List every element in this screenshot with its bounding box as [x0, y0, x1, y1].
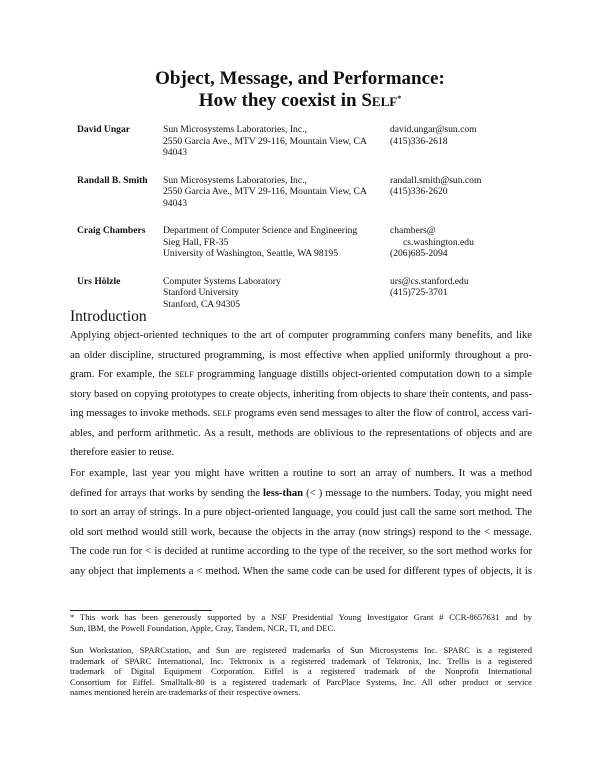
author-affiliation: [163, 276, 388, 311]
author-contact: [390, 124, 520, 147]
text-line: [70, 523, 532, 543]
text-segment: ables, and perform arithmetic. As a result, methods are oblivious to the representations of objects and are: [70, 427, 532, 439]
contact-line: randall.smith@sun.com: [390, 174, 482, 186]
text-segment: less-than: [263, 487, 304, 499]
contact-line: (415)336-2618: [390, 135, 448, 147]
text-line: [70, 424, 532, 444]
author-affiliation: [163, 124, 388, 159]
author-list: [77, 124, 537, 326]
footnote-line: * This work has been generously supported by a NSF Presidential Young Investigator Grant # CCR-8657631 and by: [70, 612, 532, 622]
text-segment: programming language distills object-oriented computation down to a simple: [193, 369, 533, 380]
footnote-line: Sun Workstation, SPARCstation, and Sun are registered trademarks of Sun Microsystems Inc. SPARC is a registered: [70, 645, 532, 655]
text-segment: ing messages to invoke methods.: [70, 408, 213, 419]
contact-line: cs.washington.edu: [403, 236, 474, 248]
text-segment: story based on copying prototypes to create objects, inheriting from objects to share their contents, and pass-: [70, 388, 532, 400]
text-segment: an older discipline, structured programming, is most effective when applied uniformly throughout a pro-: [70, 349, 532, 361]
author-name: Randall B. Smith: [77, 174, 148, 186]
affiliation-line: 2550 Garcia Ave., MTV 29-116, Mountain View, CA: [163, 135, 367, 147]
author-affiliation: [163, 175, 388, 210]
affiliation-line: University of Washington, Seattle, WA 98195: [163, 248, 339, 259]
footnote-mark: *: [397, 94, 402, 103]
author-row: [77, 175, 537, 210]
affiliation-line: 94043: [163, 197, 187, 209]
author-name: Craig Chambers: [77, 225, 146, 236]
text-segment: to sort an array of strings. In a pure object-oriented language, you could just call the same sort method. The: [70, 507, 532, 518]
author-row: [77, 225, 537, 260]
footnote-line: Sun, IBM, the Powell Foundation, Apple, Cray, Tandem, NCR, TI, and DEC.: [70, 622, 336, 633]
author-contact: [390, 225, 520, 260]
footnote-line: Consortium for Eiffel. Smalltalk-80 is a registered trademark of ParcPlace Systems, Inc. All other product or service: [70, 676, 532, 687]
text-segment: Applying object-oriented techniques to the art of computer programming confers many benefits, and like: [70, 330, 532, 341]
contact-line: (206)685-2094: [390, 248, 448, 259]
text-line: [70, 365, 532, 385]
paper-title-line-2: [0, 90, 600, 111]
self-name: Self: [361, 90, 398, 111]
title-text: How they coexist in: [198, 90, 362, 111]
author-affiliation: [163, 225, 388, 260]
footnote-line: trademark of Digital Equipment Corporation. Eiffel is a registered trademark of the Nonprofit International: [70, 666, 532, 677]
text-line: [70, 562, 532, 582]
text-segment: The code run for < is decided at runtime according to the type of the receiver, so the sort method works for: [70, 546, 532, 557]
footnote-divider: [70, 610, 212, 611]
author-contact: [390, 276, 520, 299]
text-line: [70, 346, 532, 366]
footnote-line: trademark of SPARC International, Inc. Tektronix is a registered trademark of Tektronix, Inc. Trellis is a registered: [70, 655, 532, 666]
text-segment: old sort method would still work, because the objects in the array (now strings) respond to the < message.: [70, 526, 532, 538]
text-segment: any object that implements a < method. When the same code can be used for different types of objects, it is: [70, 565, 532, 577]
affiliation-line: Department of Computer Science and Engineering: [163, 225, 358, 236]
text-line: [70, 443, 532, 463]
self-name: SELF: [212, 409, 232, 418]
text-line: [70, 503, 532, 523]
text-line: [70, 464, 532, 484]
text-segment: For example, last year you might have written a routine to sort an array of numbers. It was a method: [70, 468, 532, 479]
trademark-notice: [70, 645, 532, 698]
text-line: [70, 385, 532, 405]
text-line: [70, 326, 532, 346]
author-row: [77, 124, 537, 159]
contact-line: chambers@: [390, 225, 436, 236]
text-segment: gram. For example, the: [70, 369, 175, 380]
text-line: [70, 484, 532, 504]
affiliation-line: Sun Microsystems Laboratories, Inc.,: [163, 174, 307, 186]
text-segment: defined for arrays that works by sending the: [70, 487, 264, 499]
author-contact: [390, 175, 520, 198]
text-line: [70, 542, 532, 562]
affiliation-line: Sieg Hall, FR-35: [163, 236, 229, 248]
paragraph: [70, 464, 532, 581]
section-heading: Introduction: [70, 308, 147, 325]
text-segment: (< ) message to the numbers. Today, you might need: [303, 487, 532, 499]
contact-line: david.ungar@sun.com: [390, 124, 477, 135]
affiliation-line: 94043: [163, 147, 187, 158]
paragraph: [70, 326, 532, 463]
self-name: SELF: [175, 370, 194, 379]
author-name: Urs Hölzle: [77, 275, 121, 287]
contact-line: urs@cs.stanford.edu: [390, 275, 469, 287]
paper-title-line-1: Object, Message, and Performance:: [155, 68, 445, 89]
affiliation-line: Sun Microsystems Laboratories, Inc.,: [163, 124, 307, 135]
text-segment: programs even send messages to alter the flow of control, access vari-: [231, 408, 532, 419]
author-row: [77, 276, 537, 311]
contact-line: (415)336-2620: [390, 186, 448, 197]
contact-line: (415)725-3701: [390, 287, 448, 298]
footnote-line: names mentioned herein are trademarks of their respective owners.: [70, 687, 301, 698]
affiliation-line: Stanford University: [163, 287, 239, 298]
text-line: [70, 404, 532, 424]
affiliation-line: Stanford, CA 94305: [163, 298, 241, 310]
affiliation-line: Computer Systems Laboratory: [163, 275, 281, 287]
author-name: David Ungar: [77, 124, 131, 135]
affiliation-line: 2550 Garcia Ave., MTV 29-116, Mountain View, CA: [163, 186, 367, 197]
footnote: [70, 612, 532, 633]
text-segment: therefore easier to reuse.: [70, 447, 175, 458]
